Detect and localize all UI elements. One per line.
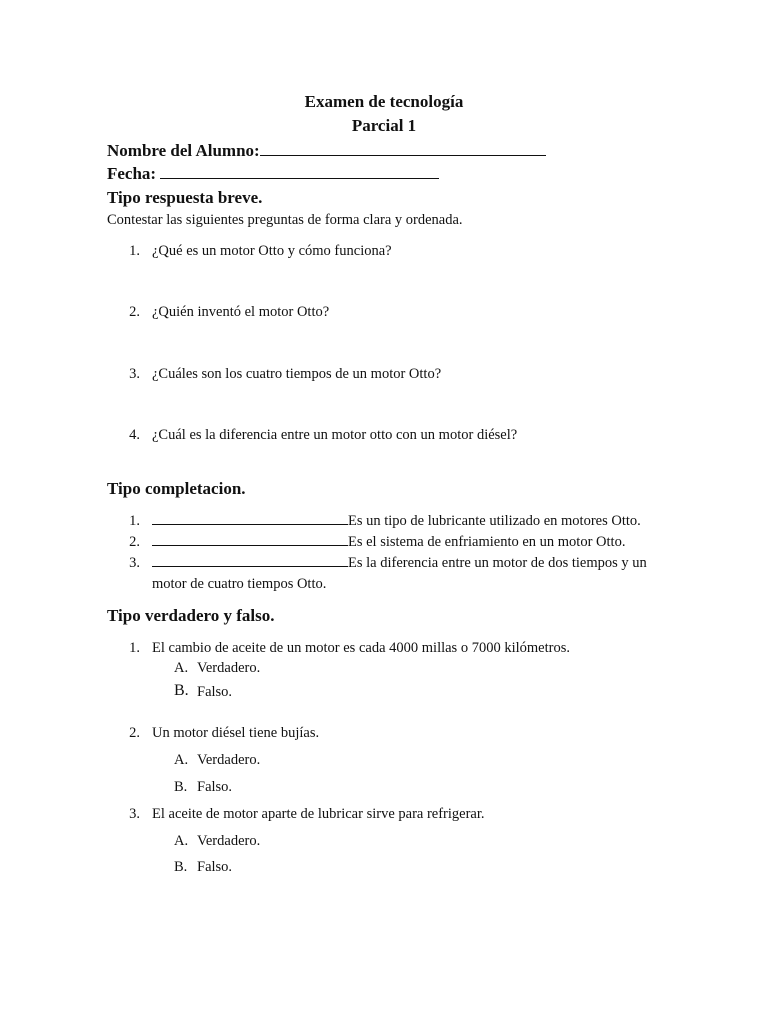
- question-text: El cambio de aceite de un motor es cada 4000 millas o 7000 kilómetros.: [152, 640, 570, 656]
- answer-blank[interactable]: [152, 545, 348, 546]
- answer-blank[interactable]: [152, 524, 348, 525]
- exam-title: Examen de tecnología: [304, 92, 464, 111]
- question-number: 1.: [129, 243, 140, 259]
- option-true[interactable]: Verdadero.: [197, 660, 261, 676]
- question-number: 3.: [129, 366, 140, 382]
- date-label: Fecha:: [107, 164, 157, 183]
- question-text: Es un tipo de lubricante utilizado en motores Otto.: [348, 513, 641, 529]
- student-name-blank[interactable]: [260, 155, 546, 156]
- option-false[interactable]: Falso.: [197, 684, 233, 700]
- exam-subtitle: Parcial 1: [351, 116, 417, 135]
- option-false[interactable]: Falso.: [197, 779, 233, 795]
- section-short-answer-instruction: Contestar las siguientes preguntas de forma clara y ordenada.: [107, 212, 463, 228]
- section-short-answer-heading: Tipo respuesta breve.: [107, 188, 263, 207]
- option-true[interactable]: Verdadero.: [197, 752, 261, 768]
- question-text: Es el sistema de enfriamiento en un motor Otto.: [348, 534, 626, 550]
- option-letter: B.: [174, 859, 188, 875]
- completion-item: [152, 513, 641, 530]
- question-number: 1.: [129, 513, 140, 529]
- option-letter: B.: [174, 682, 189, 699]
- question-number: 3.: [129, 806, 140, 822]
- question-text: ¿Qué es un motor Otto y cómo funciona?: [152, 243, 392, 259]
- option-letter: A.: [174, 660, 189, 676]
- answer-blank[interactable]: [152, 566, 348, 567]
- completion-item: [152, 534, 625, 551]
- question-number: 2.: [129, 534, 140, 550]
- question-text: Un motor diésel tiene bujías.: [152, 725, 320, 741]
- question-number: 4.: [129, 427, 140, 443]
- student-name-field[interactable]: [107, 141, 546, 161]
- section-completion-heading: Tipo completacion.: [107, 479, 246, 498]
- question-text: El aceite de motor aparte de lubricar sirve para refrigerar.: [152, 806, 485, 822]
- question-text-continuation: motor de cuatro tiempos Otto.: [152, 576, 327, 592]
- question-text: ¿Cuál es la diferencia entre un motor otto con un motor diésel?: [152, 427, 518, 443]
- student-name-label: Nombre del Alumno:: [107, 141, 260, 160]
- question-text: ¿Quién inventó el motor Otto?: [152, 304, 330, 320]
- section-true-false-heading: Tipo verdadero y falso.: [107, 606, 275, 625]
- option-letter: A.: [174, 833, 189, 849]
- question-number: 2.: [129, 304, 140, 320]
- question-text: ¿Cuáles son los cuatro tiempos de un motor Otto?: [152, 366, 442, 382]
- option-letter: A.: [174, 752, 189, 768]
- option-letter: B.: [174, 779, 188, 795]
- date-blank[interactable]: [160, 178, 439, 179]
- completion-item: [152, 555, 647, 572]
- question-number: 3.: [129, 555, 140, 571]
- question-number: 2.: [129, 725, 140, 741]
- question-number: 1.: [129, 640, 140, 656]
- date-field[interactable]: [107, 164, 439, 184]
- question-text: Es la diferencia entre un motor de dos tiempos y un: [348, 555, 647, 571]
- option-false[interactable]: Falso.: [197, 859, 233, 875]
- option-true[interactable]: Verdadero.: [197, 833, 261, 849]
